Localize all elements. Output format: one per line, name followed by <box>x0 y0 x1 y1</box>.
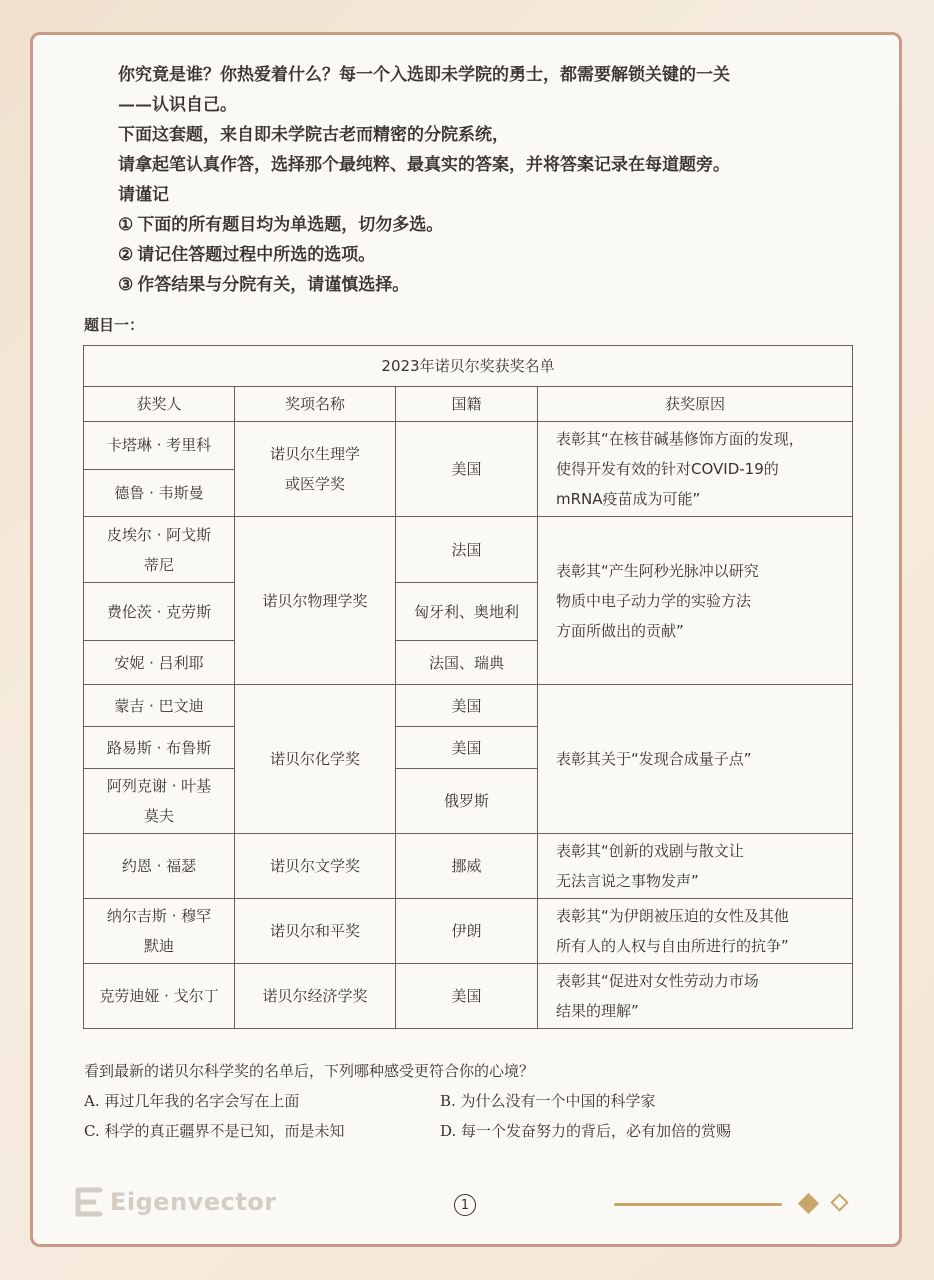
page-number: 1 <box>454 1194 476 1216</box>
laureate-cell: 费伦茨 · 克劳斯 <box>84 583 235 641</box>
country-cell: 美国 <box>396 422 538 517</box>
table-row <box>84 834 853 899</box>
rule-number: ② <box>118 245 134 265</box>
table-row <box>84 422 853 470</box>
reason-cell <box>538 899 853 964</box>
reason-cell: 表彰其关于“发现合成量子点” <box>538 685 853 834</box>
intro-block <box>118 60 858 300</box>
question-title: 题目一： <box>84 316 145 334</box>
rule-text: 作答结果与分院有关，请谨慎选择。 <box>137 275 410 295</box>
laureate-line: 皮埃尔 · 阿戈斯 <box>106 525 212 544</box>
header-cell: 获奖人 <box>84 387 235 422</box>
laureate-line: 默迪 <box>143 937 174 955</box>
country-cell: 挪威 <box>396 834 538 899</box>
option-a[interactable]: A. 再过几年我的名字会写在上面 <box>84 1092 300 1110</box>
laureate-cell: 卡塔琳 · 考里科 <box>84 422 235 470</box>
laureate-cell: 安妮 · 吕利耶 <box>84 641 235 685</box>
rule-item <box>118 270 858 300</box>
reason-cell <box>538 834 853 899</box>
rule-number: ③ <box>118 275 134 295</box>
prize-cell: 诺贝尔和平奖 <box>235 899 396 964</box>
prize-cell: 诺贝尔化学奖 <box>235 685 396 834</box>
rule-item <box>118 240 858 270</box>
reason-line: 使得开发有效的针对COVID-19的 <box>556 460 779 478</box>
prize-cell: 诺贝尔文学奖 <box>235 834 396 899</box>
intro-line: 请拿起笔认真作答，选择那个最纯粹、最真实的答案，并将答案记录在每道题旁。 <box>118 155 730 175</box>
reason-cell <box>538 964 853 1029</box>
laureate-cell: 路易斯 · 布鲁斯 <box>84 727 235 769</box>
country-cell: 美国 <box>396 685 538 727</box>
laureate-cell: 蒙吉 · 巴文迪 <box>84 685 235 727</box>
laureate-cell <box>84 517 235 583</box>
question-block <box>84 1056 864 1146</box>
header-cell: 奖项名称 <box>235 387 396 422</box>
option-b[interactable]: B. 为什么没有一个中国的科学家 <box>440 1092 656 1110</box>
country-cell: 俄罗斯 <box>396 769 538 834</box>
reason-line: 表彰其“为伊朗被压迫的女性及其他 <box>556 907 789 925</box>
intro-line: 你究竟是谁？你热爱着什么？每一个入选即未学院的勇士，都需要解锁关键的一关 <box>118 65 730 85</box>
reason-line: 无法言说之事物发声” <box>556 872 699 890</box>
laureate-line: 蒂尼 <box>143 555 174 574</box>
reason-line: 所有人的人权与自由所进行的抗争” <box>556 937 789 955</box>
country-cell: 法国、瑞典 <box>396 641 538 685</box>
reason-line: mRNA疫苗成为可能” <box>556 490 701 508</box>
rule-text: 下面的所有题目均为单选题，切勿多选。 <box>137 215 444 235</box>
intro-line: 请谨记 <box>118 185 169 205</box>
reason-line: 表彰其“促进对女性劳动力市场 <box>556 972 759 990</box>
brand-name: Eigenvector <box>110 1188 277 1216</box>
reason-line: 结果的理解” <box>556 1002 639 1020</box>
reason-line: 表彰其“创新的戏剧与散文让 <box>556 842 744 860</box>
country-cell: 匈牙利、奥地利 <box>396 583 538 641</box>
table-title: 2023年诺贝尔奖获奖名单 <box>84 346 853 387</box>
answer-options <box>84 1086 864 1146</box>
prize-cell: 诺贝尔经济学奖 <box>235 964 396 1029</box>
decorative-line <box>614 1203 782 1206</box>
option-c[interactable]: C. 科学的真正疆界不是已知，而是未知 <box>84 1122 345 1140</box>
reason-line: 方面所做出的贡献” <box>556 621 684 640</box>
table-row <box>84 964 853 1029</box>
reason-line: 表彰其“在核苷碱基修饰方面的发现， <box>556 430 804 448</box>
header-cell: 获奖原因 <box>538 387 853 422</box>
table-header-row <box>84 387 853 422</box>
intro-line: 下面这套题，来自即未学院古老而精密的分院系统， <box>118 125 509 145</box>
reason-cell <box>538 422 853 517</box>
laureate-cell: 约恩 · 福瑟 <box>84 834 235 899</box>
reason-line: 物质中电子动力学的实验方法 <box>556 591 752 610</box>
question-prompt: 看到最新的诺贝尔科学奖的名单后，下列哪种感受更符合你的心境？ <box>84 1062 535 1080</box>
prize-line: 或医学奖 <box>284 475 345 493</box>
rule-text: 请记住答题过程中所选的选项。 <box>137 245 376 265</box>
laureate-cell: 德鲁 · 韦斯曼 <box>84 469 235 517</box>
country-cell: 美国 <box>396 727 538 769</box>
laureate-line: 阿列克谢 · 叶基 <box>106 777 212 795</box>
prize-cell: 诺贝尔物理学奖 <box>235 517 396 685</box>
country-cell: 伊朗 <box>396 899 538 964</box>
header-cell: 国籍 <box>396 387 538 422</box>
laureate-cell <box>84 899 235 964</box>
laureate-cell <box>84 769 235 834</box>
table-title-row <box>84 346 853 387</box>
prize-line: 诺贝尔生理学 <box>269 445 360 463</box>
laureate-cell: 克劳迪娅 · 戈尔丁 <box>84 964 235 1029</box>
prize-cell <box>235 422 396 517</box>
table-row <box>84 517 853 583</box>
country-cell: 美国 <box>396 964 538 1029</box>
table-row <box>84 899 853 964</box>
brand-logo <box>74 1186 277 1218</box>
intro-line: ——认识自己。 <box>118 95 237 115</box>
rule-number: ① <box>118 215 134 235</box>
reason-line: 表彰其“产生阿秒光脉冲以研究 <box>556 561 759 580</box>
eigenvector-logo-icon <box>74 1186 104 1218</box>
rule-item <box>118 210 858 240</box>
table-row <box>84 685 853 727</box>
country-cell: 法国 <box>396 517 538 583</box>
option-d[interactable]: D. 每一个发奋努力的背后，必有加倍的赏赐 <box>440 1122 732 1140</box>
laureate-line: 莫夫 <box>143 807 174 825</box>
reason-cell <box>538 517 853 685</box>
nobel-table <box>83 345 853 1029</box>
laureate-line: 纳尔吉斯 · 穆罕 <box>106 907 212 925</box>
